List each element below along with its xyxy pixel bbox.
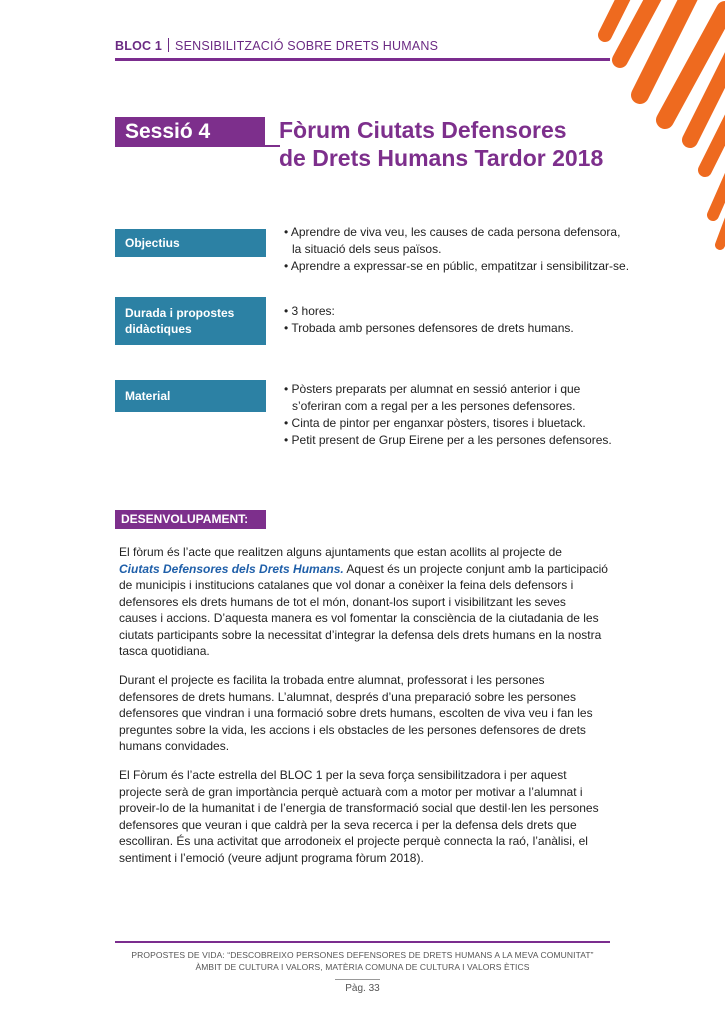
material-label-text: Material bbox=[125, 389, 171, 403]
paragraph-line: escolliran. És una activitat que arrodoneix el projecte perquè connecta la raó, l’anàlisi, el bbox=[119, 834, 588, 848]
paragraph-line: proveir-lo de la humanitat i de l’energia de transformació social que destil·len les persones bbox=[119, 801, 599, 815]
material-label bbox=[115, 380, 266, 412]
list-item: la situació dels seus països. bbox=[292, 242, 442, 256]
session-title-line1: Fòrum Ciutats Defensores bbox=[279, 117, 567, 143]
durada-label bbox=[115, 297, 266, 345]
paragraph-line: sentiment i l’emoció (veure adjunt programa fòrum 2018). bbox=[119, 850, 424, 865]
paragraph-line bbox=[119, 561, 619, 578]
paragraph-line: defensores de drets humans. L’alumnat, després d’una preparació sobre les persones bbox=[119, 689, 576, 704]
list-item: • Cinta de pintor per enganxar pòsters, tisores i bluetack. bbox=[284, 416, 586, 430]
project-name-link[interactable]: Ciutats Defensores dels Drets Humans. bbox=[119, 561, 344, 576]
page-number: Pàg. 33 bbox=[345, 983, 380, 994]
header-bloc: BLOC 1 bbox=[115, 39, 163, 53]
durada-label-line1: Durada i propostes bbox=[125, 306, 235, 320]
page-number-divider bbox=[335, 979, 380, 980]
list-item: • Aprendre de viva veu, les causes de cada persona defensora, bbox=[284, 225, 621, 239]
paragraph-line: tasca quotidiana. bbox=[119, 644, 210, 658]
objectius-label-text: Objectius bbox=[125, 236, 180, 250]
durada-label-line2: didàctiques bbox=[125, 322, 192, 336]
objectius-list bbox=[284, 224, 629, 275]
paragraph-line: de municipis i institucions catalanes que vol donar a conèixer la feina dels defensors i bbox=[119, 578, 574, 592]
list-item: • Petit present de Grup Eirene per a les persones defensores. bbox=[284, 433, 612, 447]
paragraph-line: El Fòrum és l’acte estrella del BLOC 1 per la seva força sensibilitzadora i per aquest bbox=[119, 768, 567, 782]
session-title-line2: de Drets Humans Tardor 2018 bbox=[279, 145, 604, 171]
paragraph-line: Durant el projecte es facilita la trobada entre alumnat, professorat i les persones bbox=[119, 673, 545, 687]
paragraph-3 bbox=[119, 767, 619, 866]
paragraph-line: ciutats participants sobre la necessitat d’integrar la defensa dels drets humans en la nostra bbox=[119, 627, 602, 642]
list-item: s’oferiran com a regal per a les persones defensores. bbox=[292, 399, 576, 413]
session-underline bbox=[115, 145, 280, 147]
objectius-label bbox=[115, 229, 266, 257]
durada-list bbox=[284, 303, 574, 337]
development-underline bbox=[115, 528, 266, 529]
paragraph-line: defensores els drets humans de tot el món, donant-los suport i visibilitzant les seves bbox=[119, 594, 566, 609]
list-item: • 3 hores: bbox=[284, 304, 335, 318]
header-divider bbox=[115, 58, 610, 61]
paragraph-text: Aquest és un projecte conjunt amb la participació bbox=[343, 561, 608, 576]
development-header: DESENVOLUPAMENT: bbox=[115, 510, 266, 529]
paragraph-2 bbox=[119, 672, 619, 755]
paragraph-line: projecte serà de gran importància perquè actuarà com a motor per motivar a l’alumnat i bbox=[119, 784, 583, 799]
footer-line2: ÀMBIT DE CULTURA I VALORS, MATÈRIA COMUNA DE CULTURA I VALORS ÈTICS bbox=[195, 962, 530, 972]
paragraph-line: causes i accions. D’aquesta manera es vol fomentar la consciència de la ciutadania de les bbox=[119, 611, 599, 625]
list-item: • Aprendre a expressar-se en públic, empatitzar i sensibilitzar-se. bbox=[284, 259, 630, 273]
paragraph-1 bbox=[119, 544, 619, 660]
paragraph-line: defensores que veuran i que caldrà per la seva recerca i per la defensa dels drets que bbox=[119, 817, 577, 832]
footer-line1: PROPOSTES DE VIDA: “DESCOBREIXO PERSONES DEFENSORES DE DRETS HUMANS A LA MEVA COMUNITAT” bbox=[131, 950, 594, 960]
paragraph-line: defensores que vindran i una formació sobre drets humans, escolten de viva veu i fan les bbox=[119, 706, 593, 720]
header-separator bbox=[168, 38, 169, 52]
page-header bbox=[115, 38, 610, 53]
list-item: • Trobada amb persones defensores de drets humans. bbox=[284, 321, 574, 335]
material-list bbox=[284, 381, 612, 449]
list-item: • Pòsters preparats per alumnat en sessió anterior i que bbox=[284, 382, 581, 396]
paragraph-line: El fòrum és l’acte que realitzen alguns ajuntaments que estan acollits al projecte de bbox=[119, 545, 562, 559]
footer-divider bbox=[115, 941, 610, 943]
paragraph-line: preguntes sobre la vida, les accions i els obstacles de les persones defensores de drets bbox=[119, 722, 586, 737]
header-title: SENSIBILITZACIÓ SOBRE DRETS HUMANS bbox=[175, 39, 439, 53]
session-badge: Sessió 4 bbox=[115, 117, 265, 147]
paragraph-line: humans convidades. bbox=[119, 739, 230, 753]
session-title bbox=[279, 116, 679, 172]
